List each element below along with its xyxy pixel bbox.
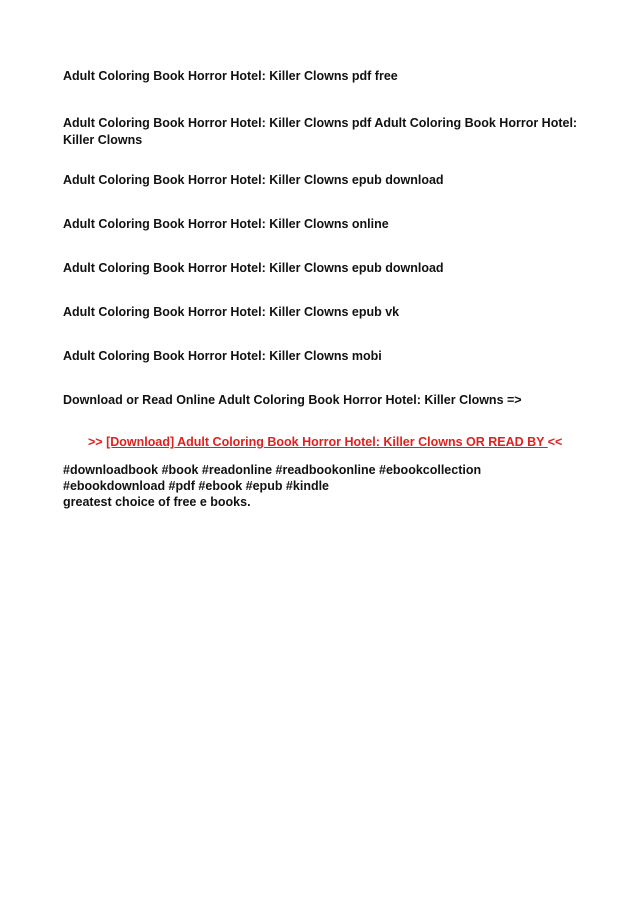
title-line-mobi: Adult Coloring Book Horror Hotel: Killer Clowns mobi <box>63 349 382 363</box>
title-line-epub-vk: Adult Coloring Book Horror Hotel: Killer Clowns epub vk <box>63 305 400 319</box>
tagline: greatest choice of free e books. <box>63 495 251 509</box>
hashtags-line-1: #downloadbook #book #readonline #readbookonline #ebookcollection <box>63 463 482 477</box>
download-or-read-online-line: Download or Read Online Adult Coloring Book Horror Hotel: Killer Clowns => <box>63 393 522 407</box>
title-line-epub-download: Adult Coloring Book Horror Hotel: Killer Clowns epub download <box>63 173 444 187</box>
title-line-pdf-free: Adult Coloring Book Horror Hotel: Killer Clowns pdf free <box>63 69 398 83</box>
title-line-pdf: Adult Coloring Book Horror Hotel: Killer Clowns pdf Adult Coloring Book Horror Hotel: Killer Clowns <box>63 116 578 147</box>
hashtags-line-2: #ebookdownload #pdf #ebook #epub #kindle <box>63 479 330 493</box>
hashtags-block <box>63 462 598 510</box>
title-line-epub-download-2: Adult Coloring Book Horror Hotel: Killer Clowns epub download <box>63 261 444 275</box>
title-line-online: Adult Coloring Book Horror Hotel: Killer Clowns online <box>63 217 389 231</box>
link-suffix: << <box>547 435 563 449</box>
download-link-line <box>88 434 598 451</box>
link-prefix: >> <box>88 435 107 449</box>
download-link[interactable]: [Download] Adult Coloring Book Horror Hotel: Killer Clowns OR READ BY <box>106 435 548 449</box>
